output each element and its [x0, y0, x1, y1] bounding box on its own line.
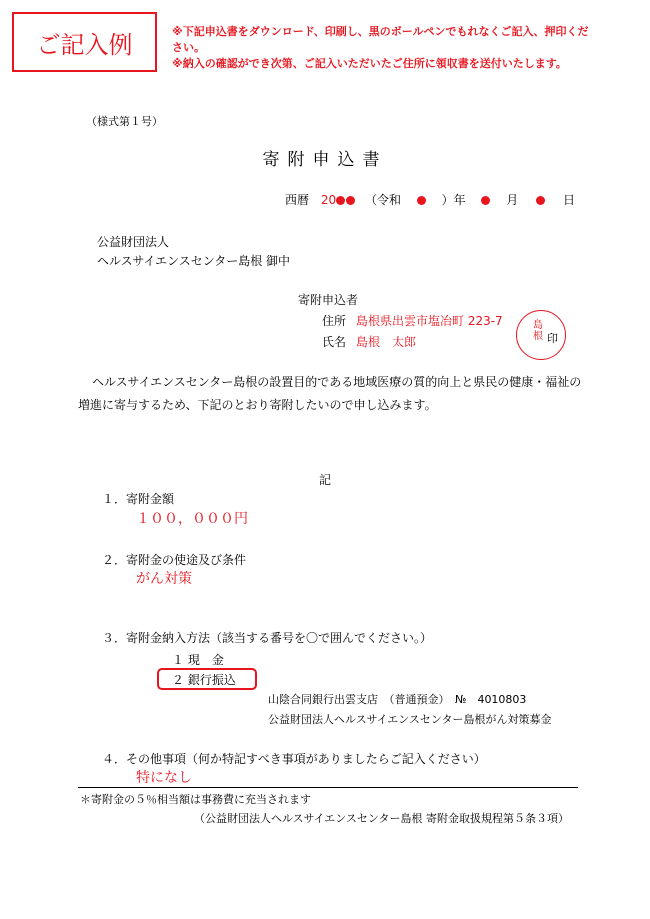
applicant-heading: 寄附申込者 [298, 293, 359, 307]
other-value: 特になし [136, 770, 192, 786]
month-dot [481, 196, 490, 205]
reiwa-year-dot [417, 196, 426, 205]
year-dot-1 [336, 196, 345, 205]
year-prefix: 20 [320, 193, 337, 207]
ki-heading: 記 [319, 473, 332, 487]
day-label: 日 [562, 193, 575, 207]
date-line [285, 191, 575, 208]
year-close: ）年 [441, 193, 466, 207]
instruction-notice [172, 24, 588, 72]
amount-value: １００，０００円 [136, 511, 248, 527]
address-value: 島根県出雲市塩冶町 223-7 [356, 314, 503, 328]
purpose-label: ２．寄附金の使途及び条件 [102, 553, 247, 567]
bank-account-line: 山陰合同銀行出雲支店 （普通預金） № 4010803 [268, 693, 527, 706]
other-label: ４．その他事項（何か特記すべき事項がありましたらご記入ください） [102, 752, 486, 766]
notice-line-2: ※納入の確認ができ次第、ご記入いただいたご住所に領収書を送付いたします。 [172, 57, 567, 70]
bank-account-holder: 公益財団法人ヘルスサイエンスセンター島根がん対策募金 [268, 713, 552, 726]
seal-mark-label: 印 [547, 332, 558, 345]
year-dot-2 [346, 196, 355, 205]
form-number: （様式第１号） [86, 115, 163, 128]
addressee-org-name: ヘルスサイエンスセンター島根 御中 [97, 254, 291, 268]
amount-label: １．寄附金額 [102, 492, 175, 506]
addressee-org-type: 公益財団法人 [97, 235, 170, 249]
purpose-value: がん対策 [136, 571, 192, 587]
name-value: 島根 太郎 [356, 335, 417, 349]
method-option-bank: ２ 銀行振込 [172, 673, 236, 687]
reiwa-label: （令和 [364, 193, 401, 207]
sample-badge: ご記入例 [12, 12, 157, 72]
name-label: 氏名 [322, 335, 347, 349]
month-label: 月 [506, 193, 519, 207]
era-label: 西暦 [285, 193, 310, 207]
intro-text: ヘルスサイエンスセンター島根の設置目的である地域医療の質的向上と県民の健康・福祉の増進に寄与するため、下記のとおり寄附したいので申し込みます。 [78, 375, 582, 412]
regulation-note: （公益財団法人ヘルスサイエンスセンター島根 寄附金取扱規程第５条３項） [194, 812, 569, 825]
address-label: 住所 [322, 314, 347, 328]
method-option-cash: １ 現 金 [172, 653, 224, 667]
divider-line [78, 787, 578, 788]
method-label: ３．寄附金納入方法（該当する番号を〇で囲んでください。） [102, 631, 433, 645]
seal-name: 島根 [533, 320, 543, 342]
footnote: ＊寄附金の５％相当額は事務費に充当されます [80, 793, 311, 806]
intro-paragraph [78, 371, 588, 417]
day-dot [536, 196, 545, 205]
notice-line-1b: さい。 [172, 41, 205, 54]
notice-line-1: ※下記申込書をダウンロード、印刷し、黒のボールペンでもれなくご記入、押印くだ [172, 25, 589, 38]
document-title: 寄附申込書 [262, 150, 388, 170]
